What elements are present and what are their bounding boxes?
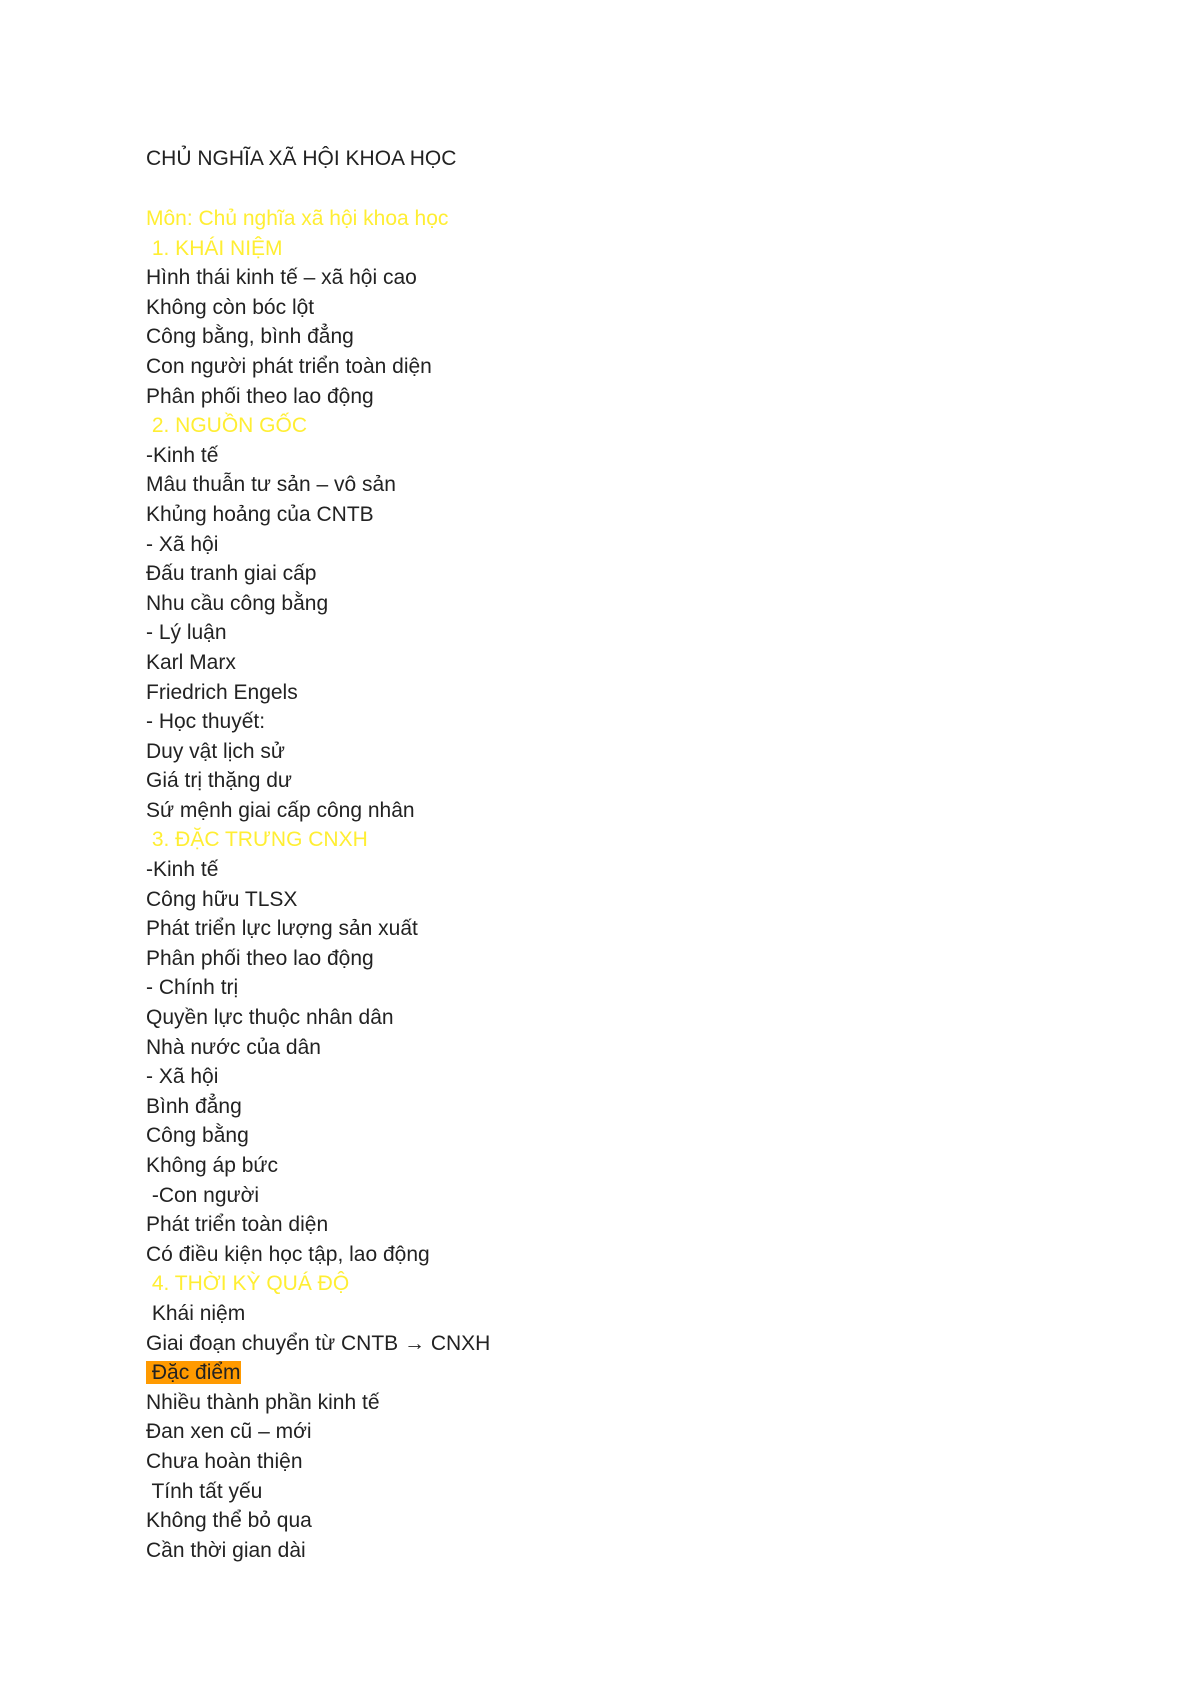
body-line: Công bằng xyxy=(146,1124,249,1148)
body-line: Khủng hoảng của CNTB xyxy=(146,502,374,526)
highlighted-line xyxy=(146,1358,1046,1388)
highlight-lead xyxy=(146,1361,152,1384)
body-line: Tính tất yếu xyxy=(146,1479,263,1503)
body-line: Mâu thuẫn tư sản – vô sản xyxy=(146,473,396,497)
body-line: Sứ mệnh giai cấp công nhân xyxy=(146,798,415,822)
body-line: Phát triển lực lượng sản xuất xyxy=(146,917,418,941)
body-line: Cần thời gian dài xyxy=(146,1538,306,1562)
document-title: CHỦ NGHĨA XÃ HỘI KHOA HỌC xyxy=(146,147,457,170)
body-line: Giai đoạn chuyển từ CNTB → CNXH xyxy=(146,1331,491,1355)
body-line: -Kinh tế xyxy=(146,858,219,882)
body-line: Đan xen cũ – mới xyxy=(146,1420,312,1444)
body-line: Khái niệm xyxy=(146,1301,246,1325)
body-line: Không thể bỏ qua xyxy=(146,1509,312,1533)
body-line: Không áp bức xyxy=(146,1154,278,1177)
body-line: Có điều kiện học tập, lao động xyxy=(146,1242,430,1266)
body-line: Phân phối theo lao động xyxy=(146,384,374,408)
body-line: Đấu tranh giai cấp xyxy=(146,562,317,586)
body-line: Công bằng, bình đẳng xyxy=(146,325,354,349)
body-line: Chưa hoàn thiện xyxy=(146,1449,303,1473)
body-line: -Con người xyxy=(146,1183,260,1207)
section-heading: 1. KHÁI NIỆM xyxy=(146,236,283,260)
body-line: - Xã hội xyxy=(146,1065,219,1089)
body-line: - Xã hội xyxy=(146,532,219,556)
body-line: Hình thái kinh tế – xã hội cao xyxy=(146,266,417,290)
body-line: - Học thuyết: xyxy=(146,710,266,734)
body-line: Giá trị thặng dư xyxy=(146,769,292,793)
body-line: Phát triển toàn diện xyxy=(146,1213,329,1237)
section-heading: 4. THỜI KỲ QUÁ ĐỘ xyxy=(146,1272,350,1296)
body-line: Bình đẳng xyxy=(146,1094,242,1118)
body-line: Karl Marx xyxy=(146,650,236,674)
highlighted-text: Đặc điểm xyxy=(151,1361,241,1385)
body-line: -Kinh tế xyxy=(146,443,219,467)
body-line: Quyền lực thuộc nhân dân xyxy=(146,1006,394,1030)
section-heading: 2. NGUỒN GỐC xyxy=(146,414,308,438)
body-line: Không còn bóc lột xyxy=(146,295,315,319)
section-heading: 3. ĐẶC TRƯNG CNXH xyxy=(146,828,368,852)
body-line: Công hữu TLSX xyxy=(146,887,298,911)
body-line: - Chính trị xyxy=(146,976,239,1000)
body-line: - Lý luận xyxy=(146,621,227,645)
body-line: Duy vật lịch sử xyxy=(146,739,285,763)
body-line: Con người phát triển toàn diện xyxy=(146,354,432,378)
document-body xyxy=(146,204,1046,1565)
body-line: Phân phối theo lao động xyxy=(146,946,374,970)
body-line: Nhà nước của dân xyxy=(146,1035,321,1059)
subject-line: Môn: Chủ nghĩa xã hội khoa học xyxy=(146,207,449,230)
body-line: Nhu cầu công bằng xyxy=(146,591,329,615)
body-line: Friedrich Engels xyxy=(146,680,298,704)
body-line: Nhiều thành phần kinh tế xyxy=(146,1390,380,1414)
